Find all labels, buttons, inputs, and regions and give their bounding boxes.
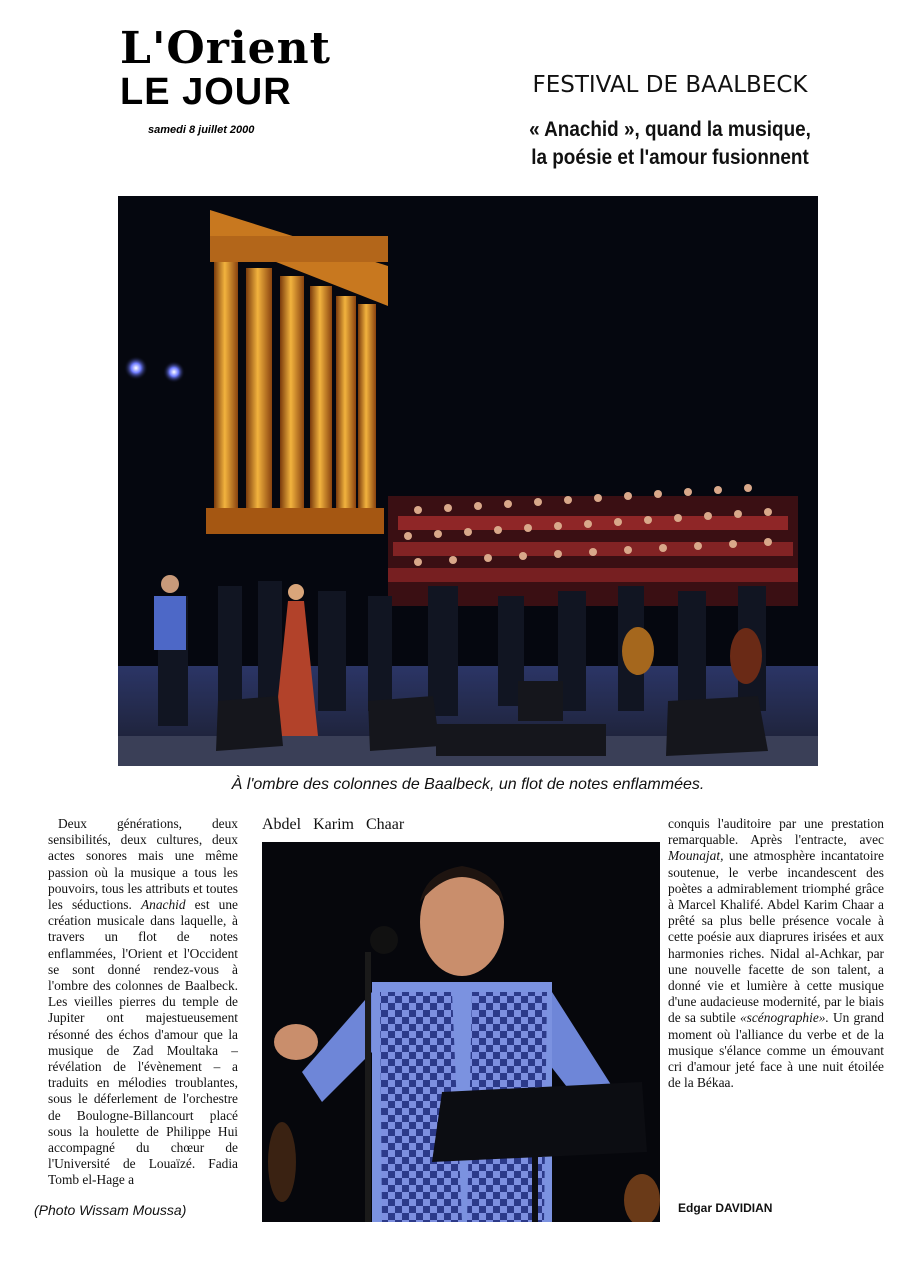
- scenography-term: «scénographie».: [739, 1010, 829, 1026]
- concert-photo-illustration: [118, 196, 818, 766]
- section-title: FESTIVAL DE BAALBECK: [532, 72, 808, 98]
- headline-line-1: « Anachid », quand la musique,: [529, 118, 811, 141]
- newspaper-logo-subtitle: LE JOUR: [120, 71, 292, 113]
- article-paragraph: Deux générations, deux sensibilités, deux cultures, deux actes sonores mais une même passion où la musique a tous les pouvoirs, tous les attributs et toutes les séductions. Anachid est une création musicale dans laquelle, à travers un flot de notes enflammées, l'Orient et l'Occident se sont donné rendez-vous à l'ombre des colonnes de Baalbeck. Les vieilles pierres du temple de Jupiter ont majestueusement résonné des échos d'amour que la musique de Zad Moultaka – révélation de l'évènement – a traduits en mélodies troublantes, sous le déferlement de l'orchestre de Boulogne-Billancourt placé sous la houlette de Philippe Hui accompagné du chœur de l'Université de Louaïzé. Fadia Tomb el-Hage a: [48, 816, 238, 1188]
- article-paragraph: conquis l'auditoire par une prestation remarquable. Après l'entracte, avec Mounajat, une atmosphère incantatoire soutenue, le verbe incandescent des poètes a admirablement triomphé grâce à Marcel Khalifé. Abdel Karim Chaar a prêté sa plus belle présence vocale à cette poésie aux diaprures irisées et aux harmonies riches. Nidal al-Achkar, par une nouvelle facette de son talent, a donné vie et lumière à cette musique d'une audacieuse modernité, par le biais de sa subtile «scénographie». Un grand moment où l'alliance du verbe et de la musique s'élance comme un émouvant cri d'amour jeté face à une nuit étoilée de la Békaa.: [668, 816, 884, 1091]
- work-title: Mounajat,: [668, 848, 724, 864]
- article-column-left: [48, 816, 238, 1189]
- photo-caption: À l'ombre des colonnes de Baalbeck, un flot de notes enflammées.: [231, 776, 705, 793]
- author-byline: Edgar DAVIDIAN: [678, 1201, 773, 1215]
- issue-date: samedi 8 juillet 2000: [148, 124, 255, 136]
- temple-columns: [206, 210, 388, 534]
- portrait-photo-illustration: [262, 842, 660, 1222]
- portrait-photo: [262, 842, 660, 1222]
- article-column-right: [668, 816, 884, 1091]
- portrait-label: Abdel Karim Chaar: [262, 816, 405, 833]
- photo-credit: (Photo Wissam Moussa): [34, 1202, 187, 1218]
- concert-photo: [118, 196, 818, 766]
- work-title: Anachid: [140, 897, 186, 913]
- headline-line-2: la poésie et l'amour fusionnent: [531, 146, 809, 169]
- singer-figure: [154, 596, 186, 650]
- headline: [517, 116, 823, 172]
- newspaper-logo: L'Orient: [120, 23, 331, 74]
